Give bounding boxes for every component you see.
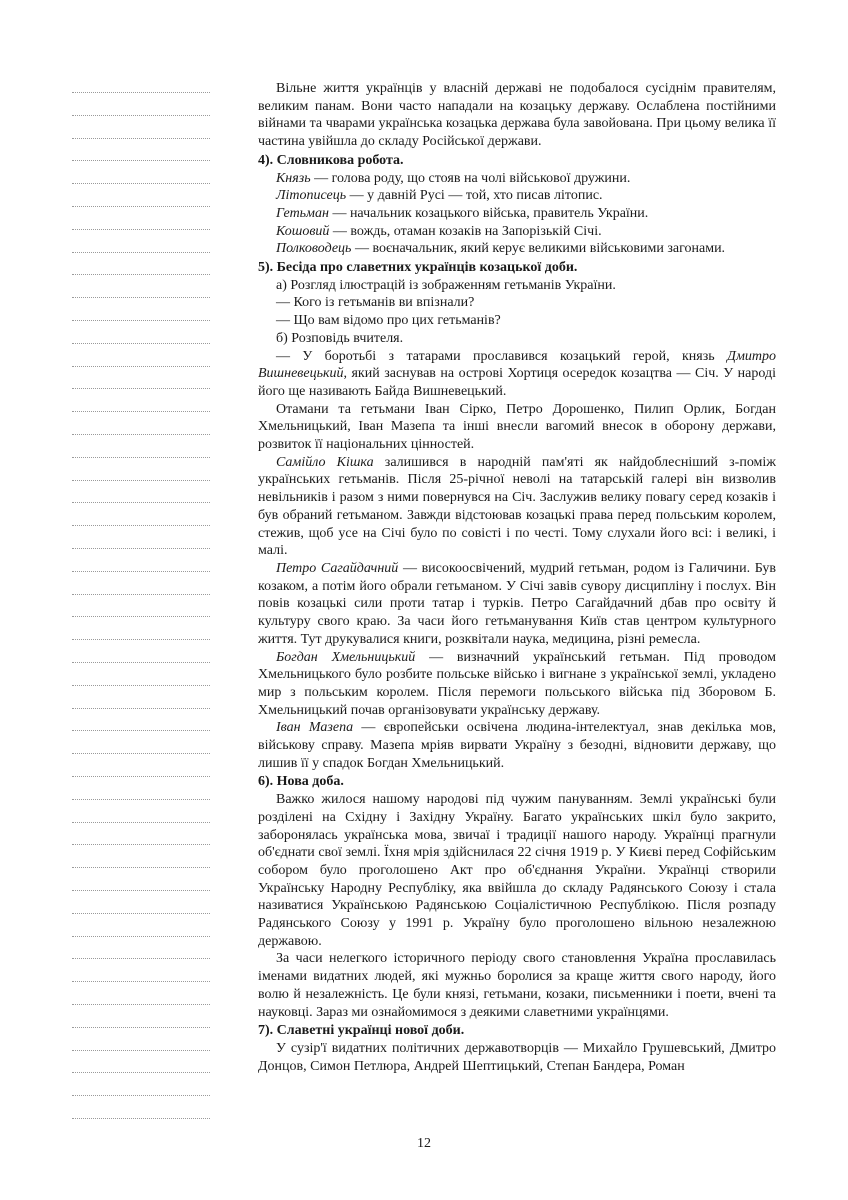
margin-note-line	[72, 548, 210, 549]
margin-note-line	[72, 411, 210, 412]
margin-note-line	[72, 1118, 210, 1119]
margin-note-line	[72, 434, 210, 435]
margin-note-line	[72, 183, 210, 184]
section-6-heading: 6). Нова доба.	[258, 774, 344, 790]
margin-note-lines	[72, 0, 210, 1200]
margin-note-line	[72, 480, 210, 481]
margin-note-line	[72, 685, 210, 686]
margin-note-line	[72, 320, 210, 321]
margin-note-line	[72, 229, 210, 230]
mazepa-paragraph: Іван Мазепа — європейськи освічена людина-інтелектуал, знав декілька мов, військову справу. Мазепа мріяв вирвати Україну з безодні, відновити державу, що лишив її у спадок Богдан Хмельницький.	[258, 720, 777, 771]
section-5-item-a: а) Розгляд ілюстрацій із зображенням гетьманів України.	[276, 277, 616, 293]
section-6-paragraph-1: Важко жилося нашому народові під чужим пануванням. Землі українські були розділені на Східну і Західну Україну. Багато українських шкіл було закрито, заборонялась українська мова, звичаї і традиції нашого народу. Українці прагнули об'єднати свої землі. Їхня мрія здійснилася 22 січня 1919 р. У Києві перед Софійським собором було проголошено Акт про об'єднання України. Українці створили Українську Народну Республіку, яка ввійшла до складу Радянського Союзу і стала називатися Українською Радянською Соціалістичною Республікою. Після розпаду Радянського Союзу у 1991 р. Україну було проголошено вільною незалежною державою.	[258, 792, 776, 949]
margin-note-line	[72, 525, 210, 526]
term-litopysets: Літописець — у давній Русі — той, хто писав літопис.	[276, 188, 603, 204]
margin-note-line	[72, 160, 210, 161]
margin-note-line	[72, 1072, 210, 1073]
margin-note-line	[72, 206, 210, 207]
margin-note-line	[72, 388, 210, 389]
margin-note-line	[72, 1027, 210, 1028]
khmelnytskyi-paragraph: Богдан Хмельницький — визначний український гетьман. Під проводом Хмельницького було розбите польське військо і вигнане з української землі, укладено мир з польським королем. Після перемоги польського війська під Зборовом Б. Хмельницький почав організовувати українську державу.	[258, 649, 776, 718]
margin-note-line	[72, 730, 210, 731]
koshka-paragraph: Самійло Кішка залишився в народній пам'яті як найдоблесніший з-поміж українських гетьманів. Після 25-річної неволі на татарській галері він визволив невільників і разом з ними повернувся на Січ. Заслужив велику повагу серед козаків і був обраний гетьманом. Завжди відстоював козацькі права перед польським королем, стежив, щоб усе на Січі було по совісті і по честі. Тому слухали його всі: і великі, і малі.	[258, 454, 776, 559]
section-5-question-1: — Кого із гетьманів ви впізнали?	[276, 295, 475, 311]
sahaidachnyi-paragraph: Петро Сагайдачний — високоосвічений, мудрий гетьман, родом із Галичини. Був козаком, а потім його обрали гетьманом. У Січі завів сувору дисципліну і послух. Він повів козацькі сили проти татар і турків. Петро Сагайдачний дбав про освіту й культуру свого краю. За часи його гетьманування Київ став центром культурного життя. Тут друкувалися книги, розквітали наука, медицина, різні ремесла.	[258, 560, 776, 647]
margin-note-line	[72, 958, 210, 959]
margin-note-line	[72, 776, 210, 777]
margin-note-line	[72, 799, 210, 800]
margin-note-line	[72, 274, 210, 275]
otamany-paragraph: Отамани та гетьмани Іван Сірко, Петро Дорошенко, Пилип Орлик, Богдан Хмельницький, Іван Мазепа та інші внесли вагомий внесок в оборону держави, розвиток її національних цінностей.	[258, 401, 776, 453]
vyshnevetskyi-paragraph: — У боротьбі з татарами прославився козацький герой, князь Дмитро Вишневецький, який заснував на острові Хортиця осередок козацтва — Січ. У народі його ще називають Байда Вишневецький.	[258, 348, 776, 399]
margin-note-line	[72, 297, 210, 298]
margin-note-line	[72, 138, 210, 139]
term-kniaz: Князь — голова роду, що стояв на чолі військової дружини.	[276, 170, 631, 186]
margin-note-line	[72, 115, 210, 116]
margin-note-line	[72, 571, 210, 572]
page-text	[258, 80, 776, 1075]
section-7-heading: 7). Славетні українці нової доби.	[258, 1023, 465, 1039]
term-polkovodets: Полководець — воєначальник, який керує великими військовими загонами.	[276, 241, 726, 257]
margin-note-line	[72, 616, 210, 617]
margin-note-line	[72, 92, 210, 93]
margin-note-line	[72, 594, 210, 595]
margin-note-line	[72, 502, 210, 503]
margin-note-line	[72, 981, 210, 982]
margin-note-line	[72, 822, 210, 823]
margin-note-line	[72, 913, 210, 914]
section-5-question-2: — Що вам відомо про цих гетьманів?	[276, 313, 501, 329]
section-7-paragraph-1: У сузір'ї видатних політичних державотворців — Михайло Грушевський, Дмитро Донцов, Симон Петлюра, Андрей Шептицький, Степан Бандера, Роман	[258, 1040, 776, 1074]
section-6-paragraph-2: За часи нелегкого історичного періоду свого становлення Україна прославилась іменами видатних людей, які мужньо боролися за краще життя свого народу, його волю й незалежність. Це були князі, гетьмани, козаки, письменники і поети, вчені та науковці. Зараз ми ознайомимося з деякими славетними українцями.	[258, 951, 776, 1020]
margin-note-line	[72, 662, 210, 663]
margin-note-line	[72, 639, 210, 640]
margin-note-line	[72, 343, 210, 344]
section-5-heading: 5). Бесіда про славетних українців козацької доби.	[258, 260, 578, 276]
margin-note-line	[72, 457, 210, 458]
margin-note-line	[72, 844, 210, 845]
page-number: 12	[417, 1136, 431, 1151]
margin-note-line	[72, 1050, 210, 1051]
margin-note-line	[72, 708, 210, 709]
intro-paragraph: Вільне життя українців у власній державі не подобалося сусіднім правителям, великим панам. Вони часто нападали на козацьку державу. Ослаблена постійними війнами та чварами українська козацька держава була завойована. При цьому велика її частина увійшла до складу Російської держави.	[258, 81, 776, 150]
margin-note-line	[72, 936, 210, 937]
margin-note-line	[72, 1095, 210, 1096]
margin-note-line	[72, 1004, 210, 1005]
section-5-item-b: б) Розповідь вчителя.	[276, 330, 404, 346]
margin-note-line	[72, 252, 210, 253]
margin-note-line	[72, 753, 210, 754]
term-koshovyi: Кошовий — вождь, отаман козаків на Запорізькій Січі.	[276, 223, 602, 239]
section-4-heading: 4). Словникова робота.	[258, 152, 404, 168]
margin-note-line	[72, 366, 210, 367]
margin-note-line	[72, 890, 210, 891]
term-hetman: Гетьман — начальник козацького війська, правитель України.	[276, 205, 649, 221]
margin-note-line	[72, 867, 210, 868]
